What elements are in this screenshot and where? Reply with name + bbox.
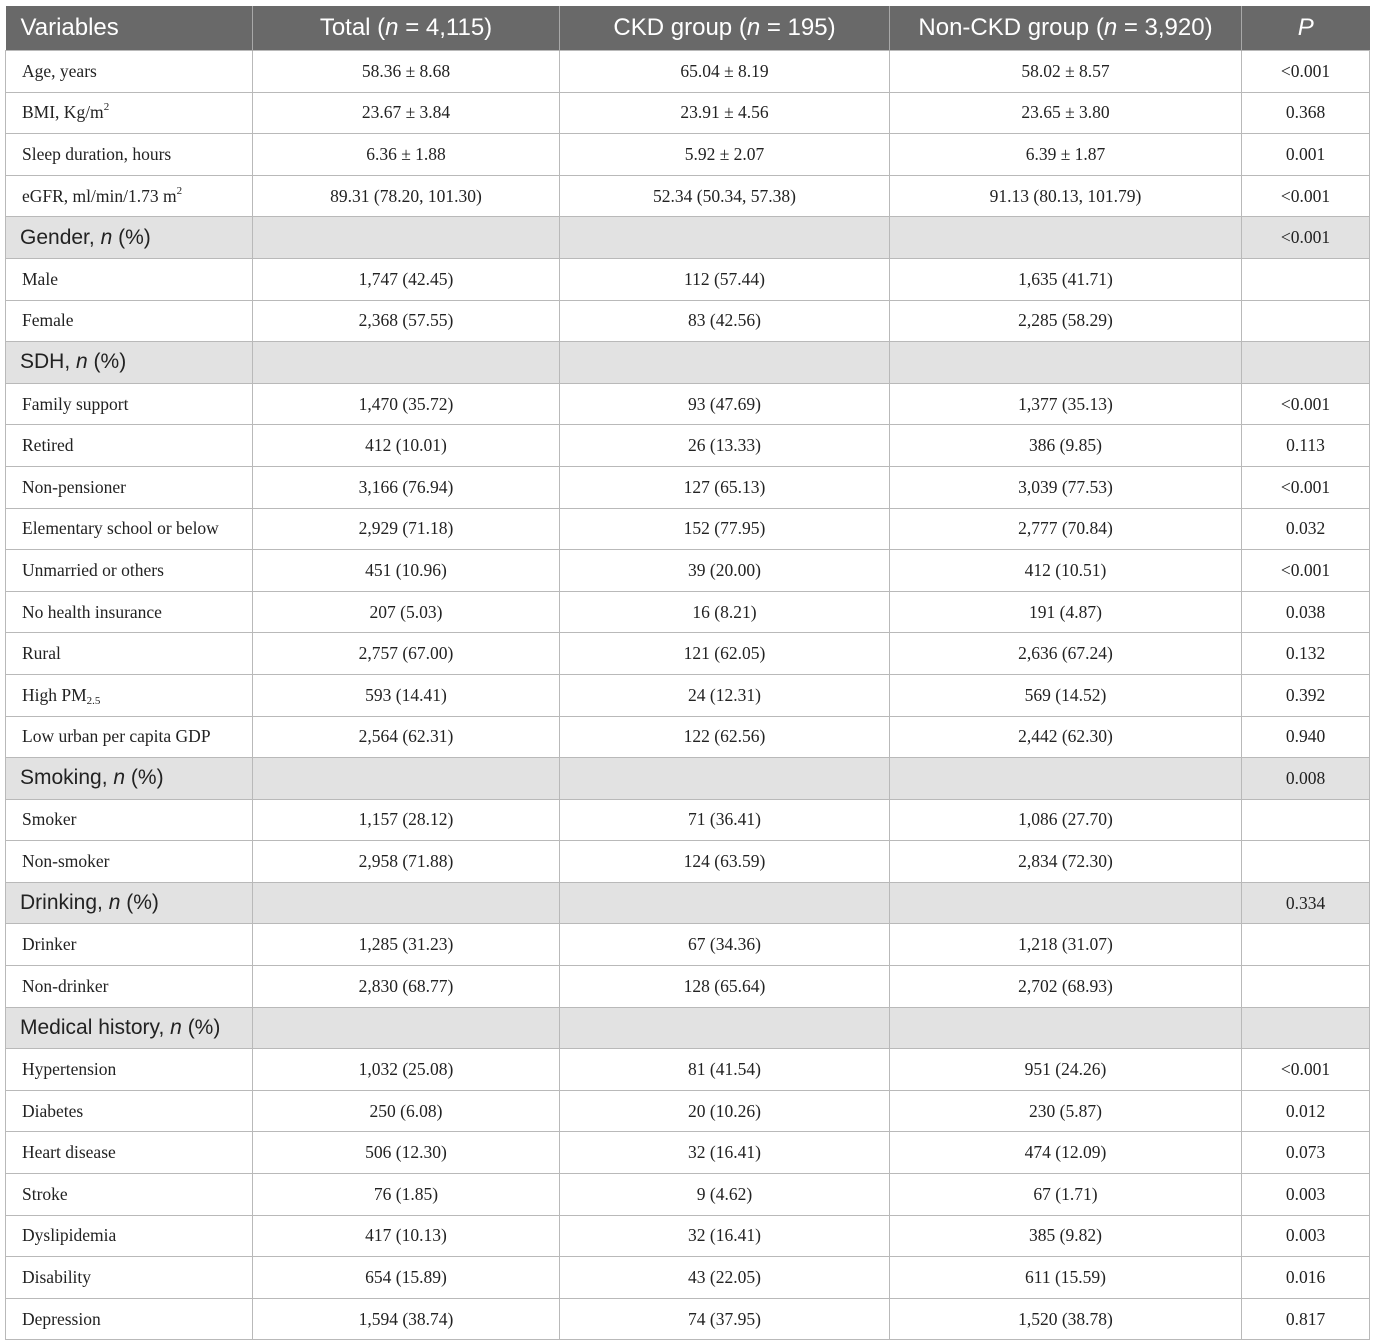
row-label bbox=[6, 508, 253, 550]
ckd-value: 74 (37.95) bbox=[560, 1298, 890, 1340]
non-ckd-value: 58.02 ± 8.57 bbox=[890, 51, 1242, 93]
row-label-text: Low urban per capita GDP bbox=[22, 726, 211, 747]
ckd-value: 16 (8.21) bbox=[560, 591, 890, 633]
non-ckd-value: 2,636 (67.24) bbox=[890, 633, 1242, 675]
header-total: Total (n = 4,115) bbox=[253, 6, 560, 51]
superscript: 2 bbox=[176, 184, 183, 197]
p-value: 0.038 bbox=[1242, 591, 1370, 633]
table-row bbox=[6, 258, 1370, 300]
ckd-value: 32 (16.41) bbox=[560, 1132, 890, 1174]
non-ckd-value: 2,442 (62.30) bbox=[890, 716, 1242, 758]
section-row-drinking bbox=[6, 882, 1370, 924]
non-ckd-value: 23.65 ± 3.80 bbox=[890, 92, 1242, 134]
section-title: Smoking, n (%) bbox=[6, 758, 253, 800]
table-row bbox=[6, 1257, 1370, 1299]
row-label bbox=[6, 1132, 253, 1174]
ckd-value: 39 (20.00) bbox=[560, 550, 890, 592]
ckd-value: 83 (42.56) bbox=[560, 300, 890, 342]
ckd-value: 128 (65.64) bbox=[560, 966, 890, 1008]
section-title: Medical history, n (%) bbox=[6, 1007, 253, 1049]
section-ckd bbox=[560, 217, 890, 259]
table-row bbox=[6, 674, 1370, 716]
total-value: 58.36 ± 8.68 bbox=[253, 51, 560, 93]
section-row-gender bbox=[6, 217, 1370, 259]
p-value: 0.001 bbox=[1242, 134, 1370, 176]
row-label bbox=[6, 966, 253, 1008]
ckd-value: 65.04 ± 8.19 bbox=[560, 51, 890, 93]
p-value: 0.003 bbox=[1242, 1215, 1370, 1257]
total-value: 1,032 (25.08) bbox=[253, 1049, 560, 1091]
row-label bbox=[6, 924, 253, 966]
total-value: 2,958 (71.88) bbox=[253, 841, 560, 883]
total-value: 2,757 (67.00) bbox=[253, 633, 560, 675]
row-label bbox=[6, 1257, 253, 1299]
table-row bbox=[6, 1090, 1370, 1132]
section-p-value: 0.334 bbox=[1242, 882, 1370, 924]
row-label-text: Heart disease bbox=[22, 1142, 116, 1163]
row-label-text: Age, years bbox=[22, 60, 97, 81]
total-value: 250 (6.08) bbox=[253, 1090, 560, 1132]
p-value bbox=[1242, 924, 1370, 966]
row-label-text: Diabetes bbox=[22, 1100, 84, 1121]
total-value: 1,747 (42.45) bbox=[253, 258, 560, 300]
total-value: 207 (5.03) bbox=[253, 591, 560, 633]
row-label bbox=[6, 300, 253, 342]
section-non-ckd bbox=[890, 342, 1242, 384]
row-label-text: Male bbox=[22, 268, 58, 289]
row-label-text: Female bbox=[22, 310, 74, 331]
total-value: 1,285 (31.23) bbox=[253, 924, 560, 966]
p-value: <0.001 bbox=[1242, 550, 1370, 592]
ckd-value: 26 (13.33) bbox=[560, 425, 890, 467]
ckd-value: 5.92 ± 2.07 bbox=[560, 134, 890, 176]
row-label-text: Non-smoker bbox=[22, 851, 110, 872]
section-total bbox=[253, 758, 560, 800]
row-label bbox=[6, 258, 253, 300]
table-row bbox=[6, 92, 1370, 134]
section-p-value: <0.001 bbox=[1242, 217, 1370, 259]
table-row bbox=[6, 966, 1370, 1008]
row-label bbox=[6, 799, 253, 841]
section-p-value bbox=[1242, 1007, 1370, 1049]
p-value: 0.016 bbox=[1242, 1257, 1370, 1299]
section-total bbox=[253, 1007, 560, 1049]
ckd-value: 152 (77.95) bbox=[560, 508, 890, 550]
total-value: 2,368 (57.55) bbox=[253, 300, 560, 342]
header-p-value: P bbox=[1242, 6, 1370, 51]
ckd-value: 81 (41.54) bbox=[560, 1049, 890, 1091]
row-label-text: Depression bbox=[22, 1308, 101, 1329]
section-non-ckd bbox=[890, 1007, 1242, 1049]
ckd-value: 122 (62.56) bbox=[560, 716, 890, 758]
row-label-text: Dyslipidemia bbox=[22, 1225, 117, 1246]
row-label bbox=[6, 633, 253, 675]
p-value: <0.001 bbox=[1242, 1049, 1370, 1091]
total-value: 593 (14.41) bbox=[253, 674, 560, 716]
table-row bbox=[6, 591, 1370, 633]
ckd-value: 9 (4.62) bbox=[560, 1174, 890, 1216]
ckd-value: 121 (62.05) bbox=[560, 633, 890, 675]
section-ckd bbox=[560, 758, 890, 800]
p-value: 0.392 bbox=[1242, 674, 1370, 716]
section-title: SDH, n (%) bbox=[6, 342, 253, 384]
row-label-text: No health insurance bbox=[22, 601, 162, 622]
row-label-text: High PM bbox=[22, 684, 87, 705]
non-ckd-value: 6.39 ± 1.87 bbox=[890, 134, 1242, 176]
row-label bbox=[6, 466, 253, 508]
non-ckd-value: 1,635 (41.71) bbox=[890, 258, 1242, 300]
row-label-text: eGFR, ml/min/1.73 m bbox=[22, 185, 177, 206]
total-value: 76 (1.85) bbox=[253, 1174, 560, 1216]
total-value: 2,564 (62.31) bbox=[253, 716, 560, 758]
table-row bbox=[6, 51, 1370, 93]
non-ckd-value: 91.13 (80.13, 101.79) bbox=[890, 175, 1242, 217]
non-ckd-value: 951 (24.26) bbox=[890, 1049, 1242, 1091]
section-ckd bbox=[560, 882, 890, 924]
table-row bbox=[6, 799, 1370, 841]
p-value: <0.001 bbox=[1242, 51, 1370, 93]
total-value: 2,929 (71.18) bbox=[253, 508, 560, 550]
table-row bbox=[6, 175, 1370, 217]
p-value: 0.940 bbox=[1242, 716, 1370, 758]
non-ckd-value: 1,520 (38.78) bbox=[890, 1298, 1242, 1340]
row-label bbox=[6, 383, 253, 425]
non-ckd-value: 611 (15.59) bbox=[890, 1257, 1242, 1299]
section-ckd bbox=[560, 342, 890, 384]
row-label-text: Drinker bbox=[22, 934, 77, 955]
ckd-value: 124 (63.59) bbox=[560, 841, 890, 883]
section-non-ckd bbox=[890, 882, 1242, 924]
non-ckd-value: 3,039 (77.53) bbox=[890, 466, 1242, 508]
row-label bbox=[6, 1049, 253, 1091]
total-value: 1,470 (35.72) bbox=[253, 383, 560, 425]
subscript: 2.5 bbox=[86, 694, 101, 707]
row-label-text: Retired bbox=[22, 435, 74, 456]
table-row bbox=[6, 1215, 1370, 1257]
row-label bbox=[6, 1174, 253, 1216]
total-value: 2,830 (68.77) bbox=[253, 966, 560, 1008]
non-ckd-value: 191 (4.87) bbox=[890, 591, 1242, 633]
ckd-value: 43 (22.05) bbox=[560, 1257, 890, 1299]
total-value: 89.31 (78.20, 101.30) bbox=[253, 175, 560, 217]
p-value bbox=[1242, 799, 1370, 841]
non-ckd-value: 385 (9.82) bbox=[890, 1215, 1242, 1257]
p-value bbox=[1242, 300, 1370, 342]
non-ckd-value: 474 (12.09) bbox=[890, 1132, 1242, 1174]
section-title: Gender, n (%) bbox=[6, 217, 253, 259]
table-row bbox=[6, 466, 1370, 508]
table-row bbox=[6, 841, 1370, 883]
row-label bbox=[6, 1215, 253, 1257]
section-non-ckd bbox=[890, 758, 1242, 800]
row-label-text: Elementary school or below bbox=[22, 518, 219, 539]
section-title: Drinking, n (%) bbox=[6, 882, 253, 924]
row-label bbox=[6, 92, 253, 134]
p-value: 0.113 bbox=[1242, 425, 1370, 467]
section-row-smoking bbox=[6, 758, 1370, 800]
non-ckd-value: 1,218 (31.07) bbox=[890, 924, 1242, 966]
table-row bbox=[6, 716, 1370, 758]
row-label bbox=[6, 425, 253, 467]
p-value: 0.012 bbox=[1242, 1090, 1370, 1132]
table-row bbox=[6, 508, 1370, 550]
non-ckd-value: 230 (5.87) bbox=[890, 1090, 1242, 1132]
p-value: 0.368 bbox=[1242, 92, 1370, 134]
section-total bbox=[253, 342, 560, 384]
p-value: 0.073 bbox=[1242, 1132, 1370, 1174]
section-total bbox=[253, 882, 560, 924]
table-row bbox=[6, 550, 1370, 592]
p-value: <0.001 bbox=[1242, 466, 1370, 508]
section-p-value: 0.008 bbox=[1242, 758, 1370, 800]
non-ckd-value: 386 (9.85) bbox=[890, 425, 1242, 467]
row-label-text: Sleep duration, hours bbox=[22, 143, 172, 164]
row-label bbox=[6, 591, 253, 633]
total-value: 654 (15.89) bbox=[253, 1257, 560, 1299]
row-label bbox=[6, 674, 253, 716]
table-row bbox=[6, 1049, 1370, 1091]
p-value: 0.132 bbox=[1242, 633, 1370, 675]
baseline-characteristics-table bbox=[5, 6, 1370, 1340]
non-ckd-value: 1,086 (27.70) bbox=[890, 799, 1242, 841]
row-label bbox=[6, 1298, 253, 1340]
section-ckd bbox=[560, 1007, 890, 1049]
header-row bbox=[6, 6, 1370, 51]
total-value: 451 (10.96) bbox=[253, 550, 560, 592]
ckd-value: 127 (65.13) bbox=[560, 466, 890, 508]
superscript: 2 bbox=[103, 101, 110, 114]
ckd-value: 67 (34.36) bbox=[560, 924, 890, 966]
non-ckd-value: 2,834 (72.30) bbox=[890, 841, 1242, 883]
section-total bbox=[253, 217, 560, 259]
header-non-ckd-group: Non-CKD group (n = 3,920) bbox=[890, 6, 1242, 51]
table-row bbox=[6, 425, 1370, 467]
table-row bbox=[6, 1174, 1370, 1216]
non-ckd-value: 2,777 (70.84) bbox=[890, 508, 1242, 550]
row-label-text: BMI, Kg/m bbox=[22, 102, 104, 123]
row-label-text: Family support bbox=[22, 393, 129, 414]
section-row-sdh bbox=[6, 342, 1370, 384]
table-row bbox=[6, 134, 1370, 176]
p-value bbox=[1242, 966, 1370, 1008]
non-ckd-value: 2,702 (68.93) bbox=[890, 966, 1242, 1008]
table-row bbox=[6, 300, 1370, 342]
header-ckd-group: CKD group (n = 195) bbox=[560, 6, 890, 51]
row-label-text: Smoker bbox=[22, 809, 77, 830]
non-ckd-value: 412 (10.51) bbox=[890, 550, 1242, 592]
section-p-value bbox=[1242, 342, 1370, 384]
p-value: 0.003 bbox=[1242, 1174, 1370, 1216]
p-value bbox=[1242, 841, 1370, 883]
non-ckd-value: 1,377 (35.13) bbox=[890, 383, 1242, 425]
row-label-text: Unmarried or others bbox=[22, 559, 164, 580]
row-label bbox=[6, 175, 253, 217]
row-label-text: Rural bbox=[22, 643, 61, 664]
table-row bbox=[6, 633, 1370, 675]
section-row-medical bbox=[6, 1007, 1370, 1049]
table-row bbox=[6, 1132, 1370, 1174]
row-label bbox=[6, 841, 253, 883]
p-value: <0.001 bbox=[1242, 383, 1370, 425]
row-label-text: Hypertension bbox=[22, 1059, 117, 1080]
total-value: 3,166 (76.94) bbox=[253, 466, 560, 508]
row-label-text: Non-pensioner bbox=[22, 476, 127, 497]
total-value: 1,157 (28.12) bbox=[253, 799, 560, 841]
total-value: 412 (10.01) bbox=[253, 425, 560, 467]
ckd-value: 112 (57.44) bbox=[560, 258, 890, 300]
table-row bbox=[6, 1298, 1370, 1340]
non-ckd-value: 2,285 (58.29) bbox=[890, 300, 1242, 342]
total-value: 23.67 ± 3.84 bbox=[253, 92, 560, 134]
p-value: <0.001 bbox=[1242, 175, 1370, 217]
ckd-value: 32 (16.41) bbox=[560, 1215, 890, 1257]
ckd-value: 24 (12.31) bbox=[560, 674, 890, 716]
header-variables: Variables bbox=[6, 6, 253, 51]
table-row bbox=[6, 924, 1370, 966]
total-value: 6.36 ± 1.88 bbox=[253, 134, 560, 176]
p-value bbox=[1242, 258, 1370, 300]
row-label-text: Disability bbox=[22, 1267, 92, 1288]
ckd-value: 93 (47.69) bbox=[560, 383, 890, 425]
non-ckd-value: 67 (1.71) bbox=[890, 1174, 1242, 1216]
row-label bbox=[6, 716, 253, 758]
non-ckd-value: 569 (14.52) bbox=[890, 674, 1242, 716]
ckd-value: 52.34 (50.34, 57.38) bbox=[560, 175, 890, 217]
row-label bbox=[6, 550, 253, 592]
row-label-text: Non-drinker bbox=[22, 975, 109, 996]
row-label bbox=[6, 134, 253, 176]
total-value: 417 (10.13) bbox=[253, 1215, 560, 1257]
total-value: 506 (12.30) bbox=[253, 1132, 560, 1174]
section-non-ckd bbox=[890, 217, 1242, 259]
table-row bbox=[6, 383, 1370, 425]
row-label-text: Stroke bbox=[22, 1183, 68, 1204]
p-value: 0.817 bbox=[1242, 1298, 1370, 1340]
ckd-value: 20 (10.26) bbox=[560, 1090, 890, 1132]
total-value: 1,594 (38.74) bbox=[253, 1298, 560, 1340]
row-label bbox=[6, 1090, 253, 1132]
row-label bbox=[6, 51, 253, 93]
ckd-value: 23.91 ± 4.56 bbox=[560, 92, 890, 134]
ckd-value: 71 (36.41) bbox=[560, 799, 890, 841]
p-value: 0.032 bbox=[1242, 508, 1370, 550]
